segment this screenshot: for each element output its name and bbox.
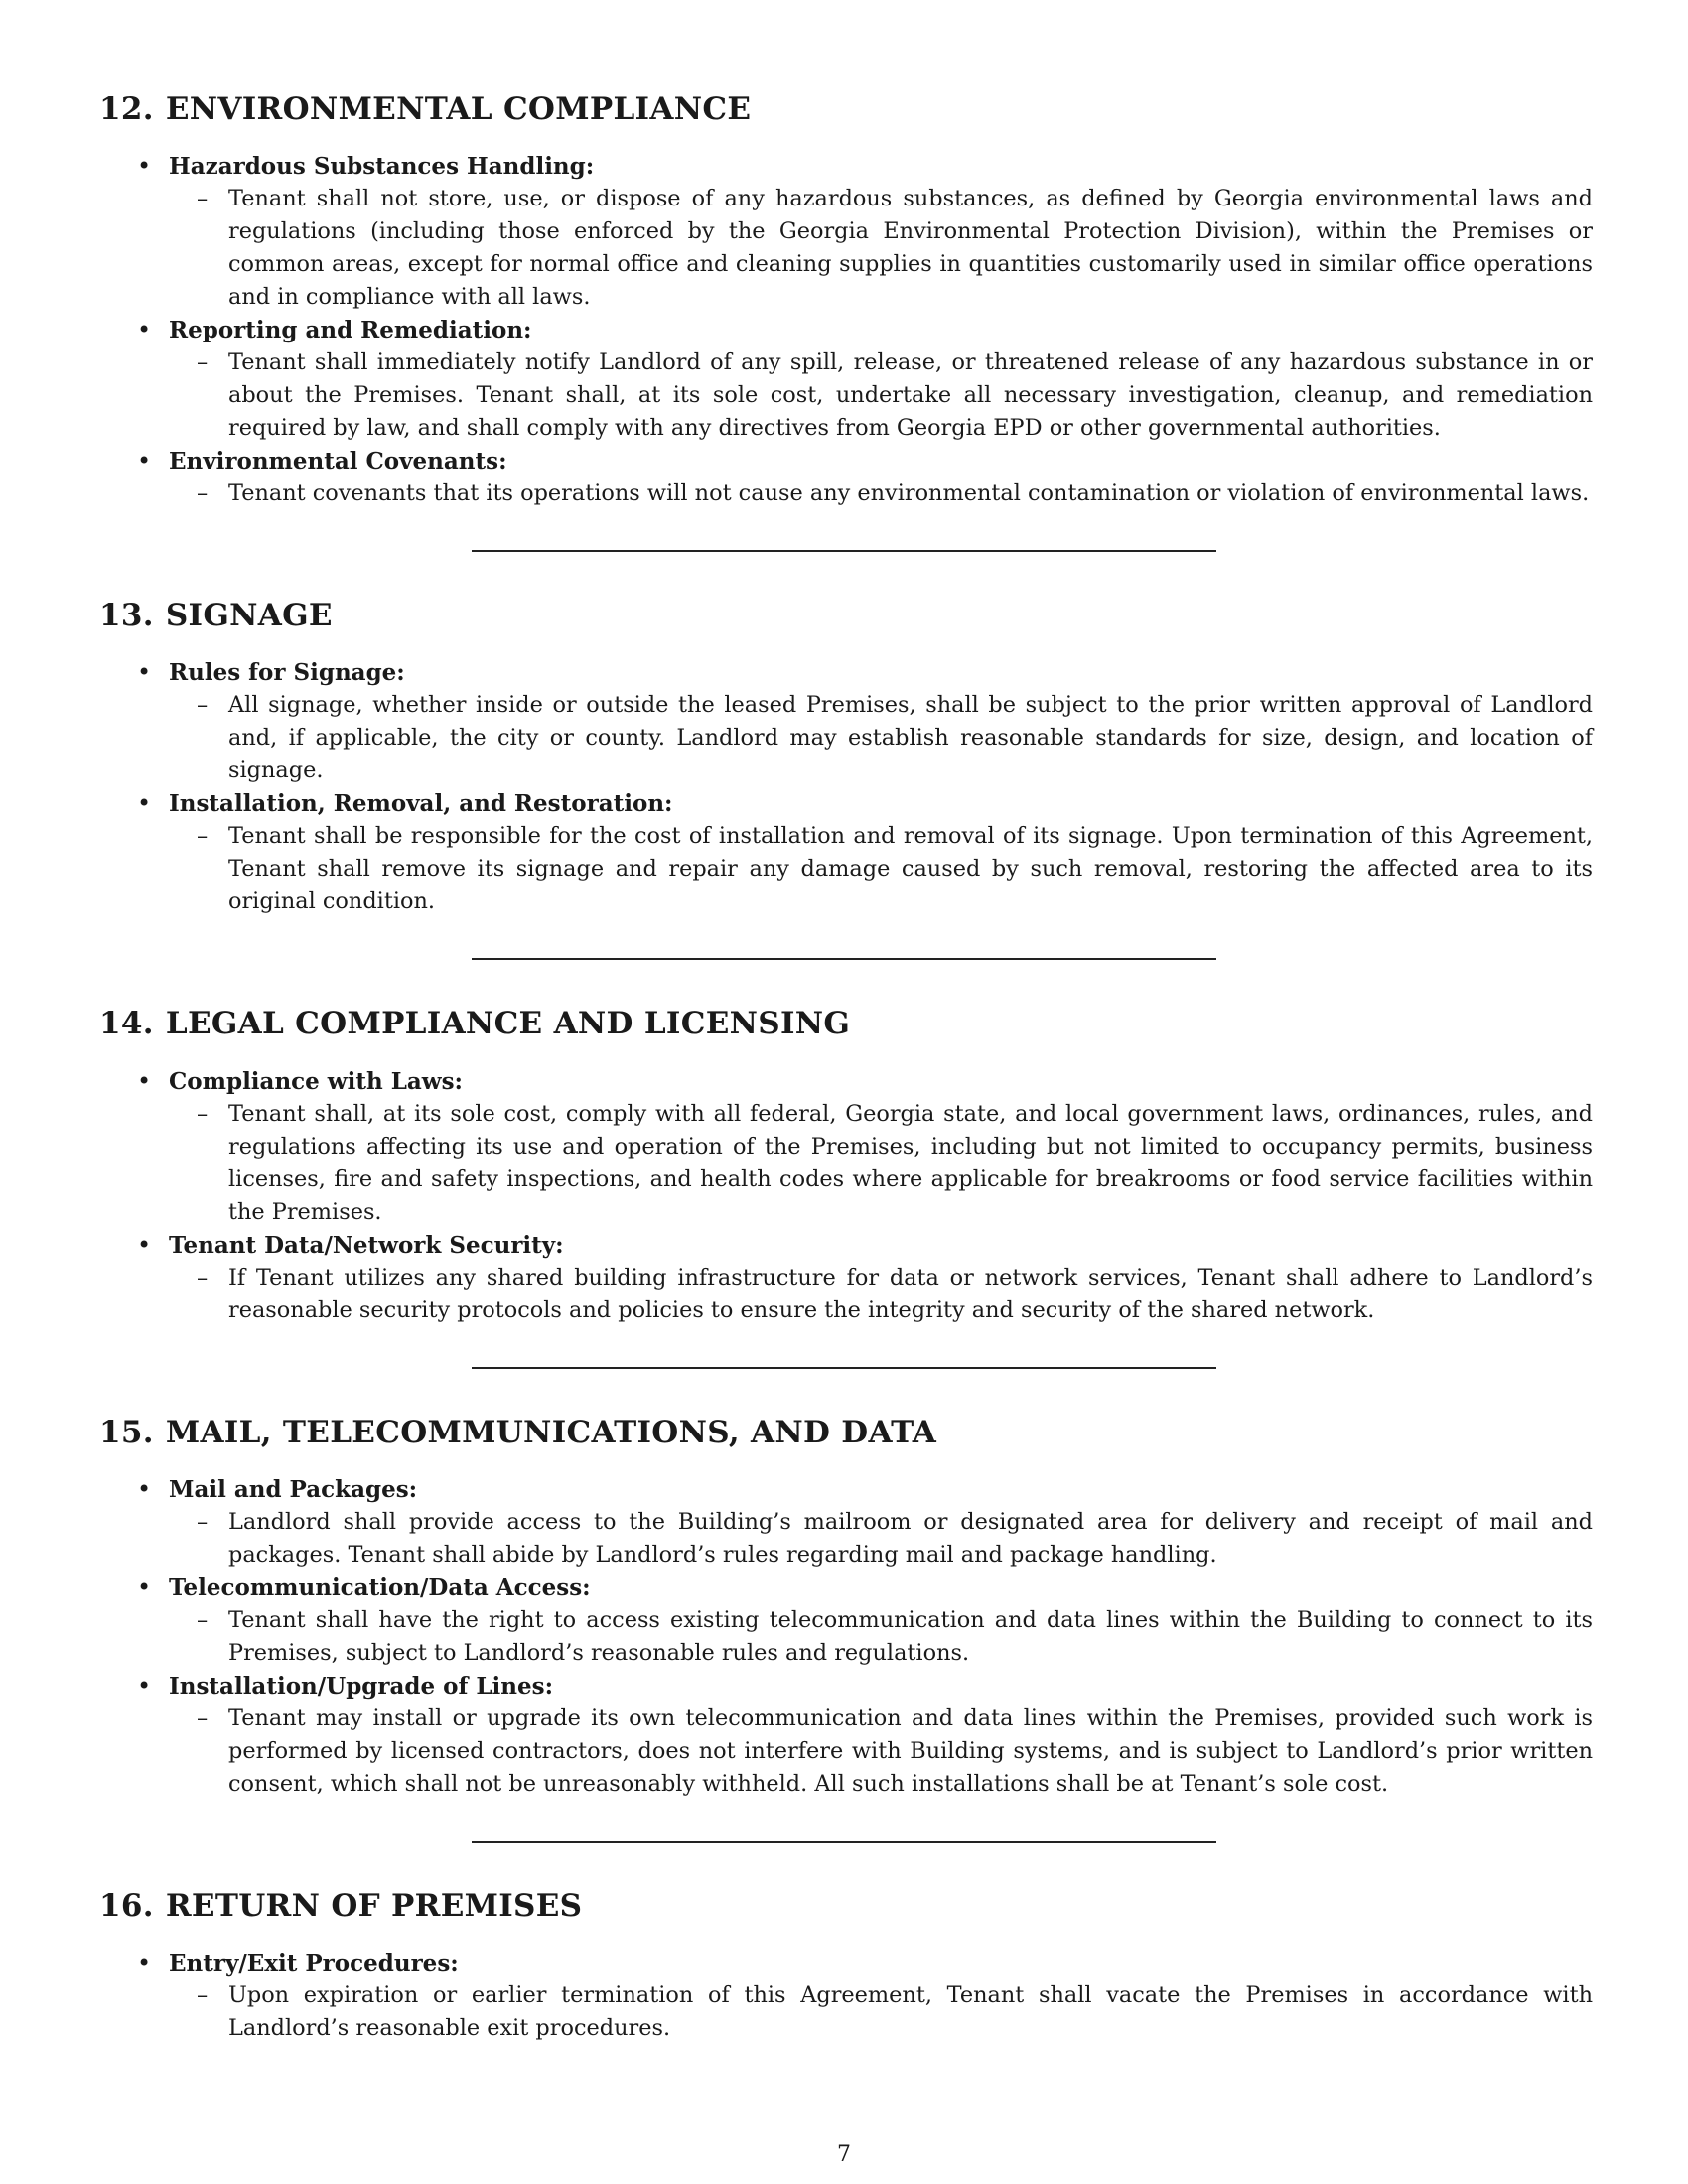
item-title: Installation, Removal, and Restoration:: [169, 790, 673, 818]
section-title: MAIL, TELECOMMUNICATIONS, AND DATA: [165, 1414, 937, 1450]
dash-icon: –: [197, 480, 209, 507]
item-text-content: Landlord shall provide access to the Building’s mailroom or designated area for delivery and receipt of mail and packages. Tenant shall abide by Landlord’s rules regarding mail and package handling.: [228, 1508, 1593, 1568]
item-text: [169, 689, 1593, 787]
section-number: 16.: [99, 1887, 154, 1924]
item-title: Installation/Upgrade of Lines:: [169, 1672, 554, 1700]
section-heading: [99, 1006, 1589, 1042]
bullet-icon: •: [137, 789, 152, 818]
dash-icon: –: [197, 692, 209, 719]
item-text: [169, 1506, 1593, 1571]
item-text: [169, 1262, 1593, 1327]
list-item: [99, 150, 1593, 314]
item-text: [169, 1703, 1593, 1801]
section-number: 14.: [99, 1006, 154, 1042]
section-divider: [472, 958, 1216, 960]
item-text-content: All signage, whether inside or outside the leased Premises, shall be subject to the prior written approval of Landlord and, if applicable, the city or county. Landlord may establish reasonable standards for size, design, and location of signage.: [228, 692, 1593, 784]
dash-icon: –: [197, 186, 209, 212]
page-number: 7: [837, 2142, 851, 2167]
section-signage: [99, 598, 1593, 918]
dash-icon: –: [197, 1508, 209, 1535]
list-item: [99, 314, 1593, 445]
dash-icon: –: [197, 1606, 209, 1633]
item-title: Mail and Packages:: [169, 1475, 418, 1503]
section-divider: [472, 1367, 1216, 1369]
dash-icon: –: [197, 1100, 209, 1127]
item-title: Hazardous Substances Handling:: [169, 153, 595, 181]
section-title: SIGNAGE: [165, 598, 333, 634]
item-text-content: If Tenant utilizes any shared building infrastructure for data or network services, Tenant shall adhere to Landlord’s reasonable security protocols and policies to ensure the integrity and security of the shared network.: [228, 1264, 1593, 1323]
section-heading: [99, 598, 1589, 634]
item-text: [169, 478, 1593, 510]
section-item-list: [99, 656, 1593, 918]
list-item: [99, 1473, 1593, 1571]
item-title: Telecommunication/Data Access:: [169, 1573, 591, 1601]
item-text-content: Tenant shall, at its sole cost, comply with all federal, Georgia state, and local government laws, ordinances, rules, and regulations affecting its use and operation of the Premises, including but not limited to occupancy permits, business licenses, fire and safety inspections, and health codes where applicable for breakrooms or food service facilities within the Premises.: [228, 1100, 1593, 1225]
section-number: 12.: [99, 91, 154, 127]
item-text: [169, 346, 1593, 445]
section-return-of-premises: [99, 1887, 1593, 2045]
section-title: RETURN OF PREMISES: [165, 1887, 583, 1924]
item-text-content: Tenant shall be responsible for the cost of installation and removal of its signage. Upon termination of this Agreement, Tenant shall remove its signage and repair any damage caused by such removal, restoring the affected area to its original condition.: [228, 823, 1593, 915]
dash-icon: –: [197, 1705, 209, 1731]
section-item-list: [99, 150, 1593, 510]
section-divider: [472, 1841, 1216, 1843]
item-text-content: Upon expiration or earlier termination of this Agreement, Tenant shall vacate the Premises in accordance with Landlord’s reasonable exit procedures.: [228, 1981, 1593, 2041]
section-item-list: [99, 1947, 1593, 2045]
bullet-icon: •: [137, 1572, 152, 1601]
list-item: [99, 656, 1593, 787]
item-text: [169, 1098, 1593, 1229]
item-text-content: Tenant shall immediately notify Landlord of any spill, release, or threatened release of any hazardous substance in or about the Premises. Tenant shall, at its sole cost, undertake all necessary investigation, cleanup, and remediation required by law, and shall comply with any directives from Georgia EPD or other governmental authorities.: [228, 349, 1593, 442]
list-item: [99, 1229, 1593, 1327]
section-heading: [99, 1415, 1589, 1451]
item-title: Entry/Exit Procedures:: [169, 1949, 459, 1977]
bullet-icon: •: [137, 658, 152, 687]
item-text: [169, 1604, 1593, 1670]
section-divider: [472, 550, 1216, 552]
item-title: Reporting and Remediation:: [169, 317, 532, 344]
section-number: 13.: [99, 598, 154, 634]
section-legal-compliance: [99, 1006, 1593, 1326]
dash-icon: –: [197, 349, 209, 376]
item-text: [169, 183, 1593, 314]
section-item-list: [99, 1065, 1593, 1327]
bullet-icon: •: [137, 1671, 152, 1700]
bullet-icon: •: [137, 1474, 152, 1503]
section-item-list: [99, 1473, 1593, 1801]
dash-icon: –: [197, 1981, 209, 2008]
item-text: [169, 820, 1593, 918]
list-item: [99, 445, 1589, 510]
bullet-icon: •: [137, 316, 152, 344]
list-item: [99, 1571, 1593, 1670]
bullet-icon: •: [137, 447, 152, 476]
section-title: LEGAL COMPLIANCE AND LICENSING: [165, 1006, 851, 1042]
section-mail-telecom-data: [99, 1414, 1593, 1801]
item-title: Rules for Signage:: [169, 659, 405, 687]
item-text-content: Tenant covenants that its operations will not cause any environmental contamination or violation of environmental laws.: [228, 480, 1590, 507]
section-title: ENVIRONMENTAL COMPLIANCE: [165, 91, 752, 127]
list-item: [99, 1670, 1593, 1801]
item-title: Compliance with Laws:: [169, 1067, 464, 1095]
item-title: Tenant Data/Network Security:: [169, 1231, 564, 1259]
item-text-content: Tenant may install or upgrade its own telecommunication and data lines within the Premises, provided such work is performed by licensed contractors, does not interfere with Building systems, and is subject to Landlord’s prior written consent, which shall not be unreasonably withheld. All such installations shall be at Tenant’s sole cost.: [228, 1705, 1593, 1797]
bullet-icon: •: [137, 1230, 152, 1259]
dash-icon: –: [197, 823, 209, 850]
section-number: 15.: [99, 1414, 154, 1450]
dash-icon: –: [197, 1264, 209, 1291]
item-text-content: Tenant shall have the right to access existing telecommunication and data lines within the Building to connect to its Premises, subject to Landlord’s reasonable rules and regulations.: [228, 1606, 1593, 1666]
item-text: [169, 1979, 1593, 2045]
list-item: [99, 1947, 1593, 2045]
section-heading: [99, 91, 1589, 128]
bullet-icon: •: [137, 1948, 152, 1977]
item-text-content: Tenant shall not store, use, or dispose of any hazardous substances, as defined by Georgia environmental laws and regulations (including those enforced by the Georgia Environmental Protection Division), within the Premises or common areas, except for normal office and cleaning supplies in quantities customarily used in similar office operations and in compliance with all laws.: [228, 186, 1593, 311]
bullet-icon: •: [137, 1066, 152, 1095]
section-heading: [99, 1888, 1589, 1925]
item-title: Environmental Covenants:: [169, 448, 507, 476]
list-item: [99, 1065, 1593, 1229]
bullet-icon: •: [137, 152, 152, 181]
list-item: [99, 787, 1593, 918]
document-page: [99, 91, 1593, 2045]
section-environmental-compliance: [99, 91, 1593, 510]
